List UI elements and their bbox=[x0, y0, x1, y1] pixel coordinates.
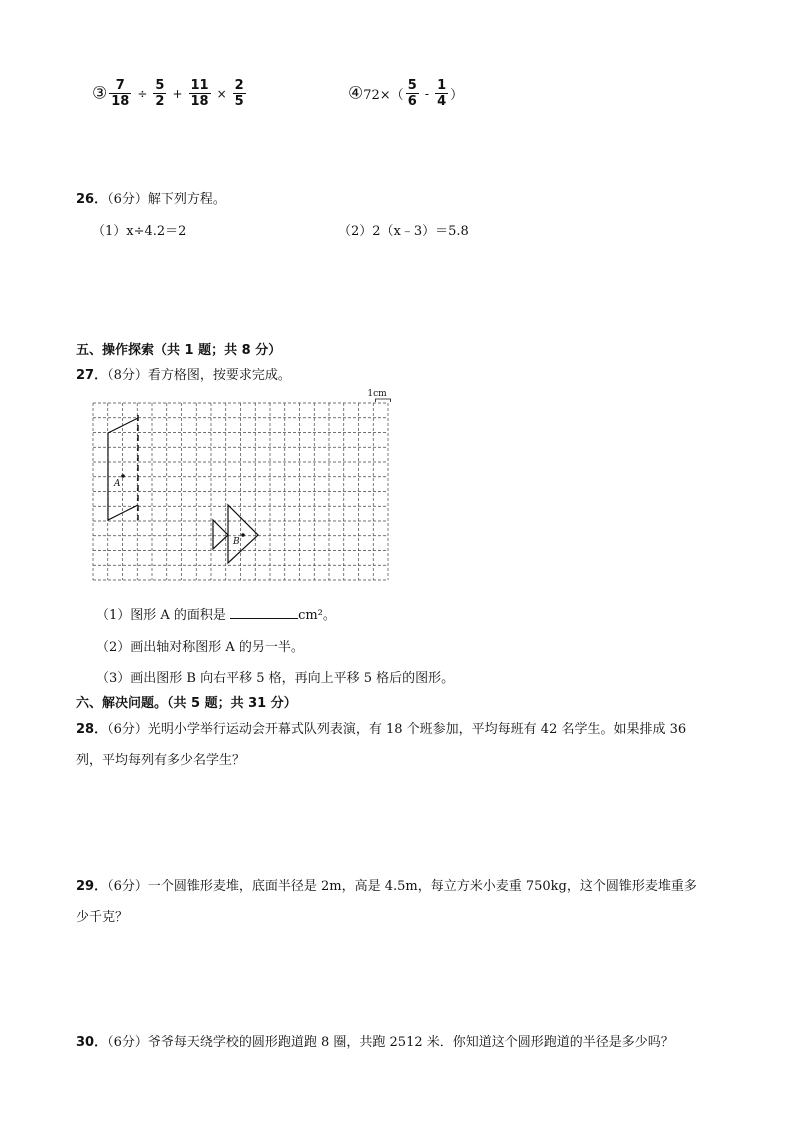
question-text: （6分）解下列方程。 bbox=[107, 192, 226, 207]
question-text: （6分）爷爷每天绕学校的圆形跑道跑 8 圈，共跑 2512 米．你知道这个圆形跑道的半径是多少吗？ bbox=[107, 1035, 674, 1050]
shape-a-half bbox=[108, 418, 138, 520]
q28-line-1 bbox=[76, 718, 686, 737]
fraction: $\frac{5}{2}$ bbox=[155, 78, 165, 109]
question-number: 26． bbox=[76, 192, 108, 207]
operator: - bbox=[424, 86, 430, 101]
scale-bracket bbox=[376, 399, 391, 402]
shape-b-label: B bbox=[233, 537, 240, 547]
grid-figure bbox=[90, 386, 400, 598]
question-text: （8分）看方格图，按要求完成。 bbox=[107, 368, 291, 383]
item-marker-4: ④ bbox=[348, 83, 364, 104]
q27-stem bbox=[76, 364, 291, 383]
fraction: $\frac{2}{5}$ bbox=[234, 78, 244, 109]
q29-line-2: 少千克？ bbox=[76, 910, 129, 925]
q26-part-1: （1）x÷4.2＝2 bbox=[92, 224, 187, 239]
part-text: （1）图形 A 的面积是 bbox=[96, 608, 226, 623]
q26-part-2: （2）2（x﹣3）＝5.8 bbox=[338, 224, 469, 239]
question-number: 27． bbox=[76, 368, 108, 383]
unit-text: cm²。 bbox=[298, 608, 336, 623]
section-heading-5: 五、操作探索（共 1 题；共 8 分） bbox=[76, 343, 282, 358]
q27-part-2: （2）画出轴对称图形 A 的另一半。 bbox=[96, 640, 304, 655]
q30-line-1 bbox=[76, 1031, 674, 1050]
answer-blank[interactable] bbox=[230, 606, 298, 619]
q27-part-1 bbox=[96, 604, 336, 623]
question-number: 29． bbox=[76, 879, 108, 894]
scale-label: 1cm bbox=[367, 389, 387, 399]
question-number: 30． bbox=[76, 1035, 108, 1050]
dashed-grid bbox=[93, 403, 388, 580]
operator: × bbox=[216, 86, 227, 101]
expression-prefix: 72×（ bbox=[363, 88, 404, 103]
shape-b-point bbox=[241, 533, 245, 537]
fraction: $\frac{5}{6}$ bbox=[407, 78, 417, 109]
q28-line-2: 列，平均每列有多少名学生？ bbox=[76, 753, 246, 768]
question-number: 28． bbox=[76, 722, 108, 737]
fraction: $\frac{11}{18}$ bbox=[190, 78, 209, 109]
section-heading-6: 六、解决问题。（共 5 题；共 31 分） bbox=[76, 696, 297, 711]
q25-item-4 bbox=[348, 78, 463, 109]
fraction: $\frac{7}{18}$ bbox=[111, 78, 130, 109]
q25-item-3 bbox=[92, 78, 248, 109]
q27-part-3: （3）画出图形 B 向右平移 5 格，再向上平移 5 格后的图形。 bbox=[96, 671, 455, 686]
q26-stem bbox=[76, 188, 226, 207]
operator: + bbox=[172, 86, 183, 101]
q29-line-1 bbox=[76, 875, 697, 894]
question-text: （6分）光明小学举行运动会开幕式队列表演，有 18 个班参加，平均每班有 42 名学生。如果排成 36 bbox=[107, 722, 687, 737]
expression-suffix: ） bbox=[450, 88, 464, 103]
operator: ÷ bbox=[137, 86, 148, 101]
question-text: （6分）一个圆锥形麦堆，底面半径是 2m，高是 4.5m，每立方米小麦重 750kg，这个圆锥形麦堆重多 bbox=[107, 879, 697, 894]
fraction: $\frac{1}{4}$ bbox=[437, 78, 447, 109]
shape-a-point bbox=[121, 474, 125, 478]
item-marker-3: ③ bbox=[92, 83, 108, 104]
shape-a-label: A bbox=[114, 479, 121, 489]
